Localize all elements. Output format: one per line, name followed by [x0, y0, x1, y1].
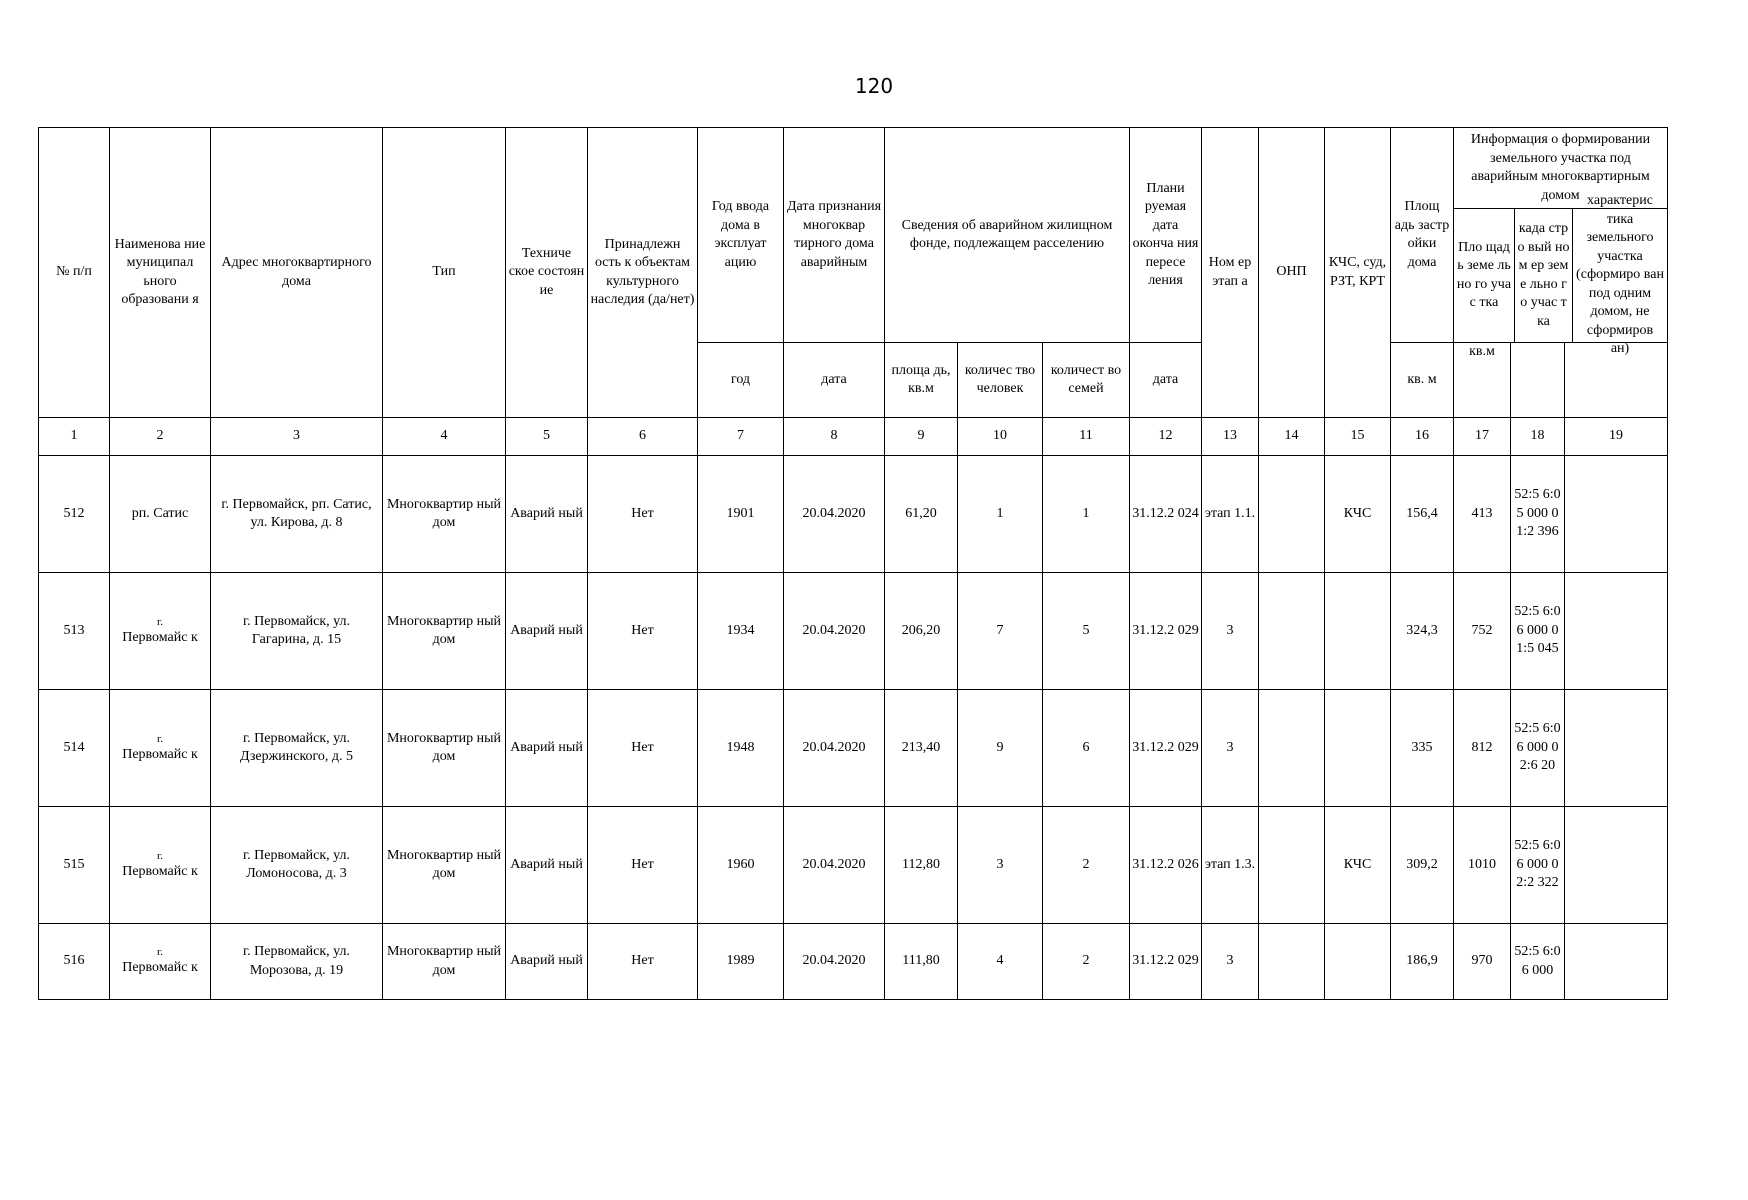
- header-build-area: Площ адь застр ойки дома: [1391, 128, 1454, 343]
- build-area-cell: 309,2: [1391, 807, 1454, 924]
- stage-cell: этап 1.3.: [1202, 807, 1259, 924]
- header-kchs: КЧС, суд, РЗТ, КРТ: [1325, 128, 1391, 418]
- kchs-cell: [1325, 690, 1391, 807]
- stage-cell: этап 1.1.: [1202, 456, 1259, 573]
- municipality-name: Первомайс к: [122, 629, 198, 645]
- recognition-date-cell: 20.04.2020: [784, 690, 885, 807]
- recognition-date-cell: 20.04.2020: [784, 807, 885, 924]
- municipality-prefix: г.: [156, 849, 164, 862]
- row-number-cell: 512: [39, 456, 110, 573]
- plot-characteristic-cell: [1565, 456, 1668, 573]
- header-plot-characteristic: характерис тика земельного участка (сформиро ван под одним домом, не сформиров ан): [1576, 193, 1664, 357]
- cadastral-number-cell: 52:5 6:06 000 02:2 322: [1511, 807, 1565, 924]
- address-cell: г. Первомайск, ул. Морозова, д. 19: [211, 924, 383, 1000]
- header-unit-date: дата: [784, 343, 885, 418]
- col-num: 2: [110, 418, 211, 456]
- kchs-cell: [1325, 924, 1391, 1000]
- municipality-cell: [110, 807, 211, 924]
- cadastral-number-cell: 52:5 6:06 000 02:6 20: [1511, 690, 1565, 807]
- header-index: № п/п: [39, 128, 110, 418]
- family-count-cell: 2: [1043, 924, 1130, 1000]
- col-num: 7: [698, 418, 784, 456]
- people-count-cell: 3: [958, 807, 1043, 924]
- table-row: [39, 690, 1668, 807]
- onp-cell: [1259, 690, 1325, 807]
- col-num: 18: [1511, 418, 1565, 456]
- municipality-cell: [110, 573, 211, 690]
- commission-year-cell: 1934: [698, 573, 784, 690]
- municipality-prefix: г.: [156, 946, 164, 959]
- header-land-plot-title: Информация о формировании земельного участка под аварийным многоквартирным домом: [1454, 128, 1667, 209]
- row-number-cell: 514: [39, 690, 110, 807]
- col-num: 9: [885, 418, 958, 456]
- plot-area-cell: 752: [1454, 573, 1511, 690]
- page-number: 120: [854, 74, 894, 98]
- col-num: 1: [39, 418, 110, 456]
- build-area-cell: 335: [1391, 690, 1454, 807]
- col-num: 13: [1202, 418, 1259, 456]
- col-num: 11: [1043, 418, 1130, 456]
- plot-characteristic-cell: [1565, 807, 1668, 924]
- col-num: 17: [1454, 418, 1511, 456]
- col-num: 8: [784, 418, 885, 456]
- col-num: 6: [588, 418, 698, 456]
- header-planned-date: Плани руемая дата оконча ния пересе ления: [1130, 128, 1202, 343]
- planned-date-cell: 31.12.2 029: [1130, 924, 1202, 1000]
- municipality-cell: [110, 924, 211, 1000]
- tech-state-cell: Аварий ный: [506, 807, 588, 924]
- family-count-cell: 2: [1043, 807, 1130, 924]
- people-count-cell: 4: [958, 924, 1043, 1000]
- row-number-cell: 513: [39, 573, 110, 690]
- row-number-cell: 516: [39, 924, 110, 1000]
- header-unit-planned-date: дата: [1130, 343, 1202, 418]
- recognition-date-cell: 20.04.2020: [784, 924, 885, 1000]
- col-num: 5: [506, 418, 588, 456]
- col-num: 16: [1391, 418, 1454, 456]
- heritage-cell: Нет: [588, 456, 698, 573]
- emergency-area-cell: 213,40: [885, 690, 958, 807]
- plot-area-cell: 812: [1454, 690, 1511, 807]
- header-plot-area: Пло щадь земе льно го учас тка: [1454, 209, 1515, 342]
- building-type-cell: Многоквартир ный дом: [383, 690, 506, 807]
- cadastral-number-cell: 52:5 6:05 000 01:2 396: [1511, 456, 1565, 573]
- plot-area-cell: 1010: [1454, 807, 1511, 924]
- col-num: 12: [1130, 418, 1202, 456]
- col-num: 10: [958, 418, 1043, 456]
- plot-characteristic-cell: [1565, 924, 1668, 1000]
- table-row: [39, 807, 1668, 924]
- people-count-cell: 9: [958, 690, 1043, 807]
- emergency-housing-table: [38, 127, 1668, 1000]
- building-type-cell: Многоквартир ный дом: [383, 456, 506, 573]
- col-num: 19: [1565, 418, 1668, 456]
- commission-year-cell: 1948: [698, 690, 784, 807]
- emergency-area-cell: 206,20: [885, 573, 958, 690]
- header-heritage: Принадлежн ость к объектам культурного наследия (да/нет): [588, 128, 698, 418]
- stage-cell: 3: [1202, 924, 1259, 1000]
- onp-cell: [1259, 456, 1325, 573]
- build-area-cell: 324,3: [1391, 573, 1454, 690]
- header-unit-area: площа дь, кв.м: [885, 343, 958, 418]
- col-num: 14: [1259, 418, 1325, 456]
- header-unit-plot-sqm: кв.м: [1454, 343, 1511, 417]
- plot-characteristic-cell: [1565, 573, 1668, 690]
- header-stage: Ном ер этап а: [1202, 128, 1259, 418]
- municipality-cell: [110, 456, 211, 573]
- municipality-name: рп. Сатис: [131, 505, 189, 521]
- planned-date-cell: 31.12.2 029: [1130, 573, 1202, 690]
- header-emergency-info: Сведения об аварийном жилищном фонде, подлежащем расселению: [885, 128, 1130, 343]
- header-year: Год ввода дома в эксплуат ацию: [698, 128, 784, 343]
- header-recognition-date: Дата признания многоквар тирного дома аварийным: [784, 128, 885, 343]
- column-number-row: [39, 418, 1668, 456]
- people-count-cell: 1: [958, 456, 1043, 573]
- header-municipality: Наименова ние муниципал ьного образовани я: [110, 128, 211, 418]
- col-num: 3: [211, 418, 383, 456]
- building-type-cell: Многоквартир ный дом: [383, 573, 506, 690]
- onp-cell: [1259, 573, 1325, 690]
- address-cell: г. Первомайск, ул. Ломоносова, д. 3: [211, 807, 383, 924]
- cadastral-number-cell: 52:5 6:06 000: [1511, 924, 1565, 1000]
- header-unit-families: количест во семей: [1043, 343, 1130, 418]
- address-cell: г. Первомайск, ул. Дзержинского, д. 5: [211, 690, 383, 807]
- commission-year-cell: 1960: [698, 807, 784, 924]
- header-onp: ОНП: [1259, 128, 1325, 418]
- family-count-cell: 5: [1043, 573, 1130, 690]
- header-address: Адрес многоквартирного дома: [211, 128, 383, 418]
- planned-date-cell: 31.12.2 029: [1130, 690, 1202, 807]
- onp-cell: [1259, 924, 1325, 1000]
- family-count-cell: 1: [1043, 456, 1130, 573]
- recognition-date-cell: 20.04.2020: [784, 573, 885, 690]
- municipality-prefix: г.: [156, 615, 164, 628]
- cadastral-number-cell: 52:5 6:06 000 01:5 045: [1511, 573, 1565, 690]
- kchs-cell: КЧС: [1325, 456, 1391, 573]
- plot-area-cell: 413: [1454, 456, 1511, 573]
- municipality-name: Первомайс к: [122, 746, 198, 762]
- header-type: Тип: [383, 128, 506, 418]
- plot-characteristic-cell: [1565, 690, 1668, 807]
- heritage-cell: Нет: [588, 924, 698, 1000]
- address-cell: г. Первомайск, ул. Гагарина, д. 15: [211, 573, 383, 690]
- header-unit-sqm: кв. м: [1391, 343, 1454, 418]
- building-type-cell: Многоквартир ный дом: [383, 807, 506, 924]
- heritage-cell: Нет: [588, 690, 698, 807]
- col-num: 15: [1325, 418, 1391, 456]
- header-unit-year: год: [698, 343, 784, 418]
- planned-date-cell: 31.12.2 024: [1130, 456, 1202, 573]
- build-area-cell: 156,4: [1391, 456, 1454, 573]
- tech-state-cell: Аварий ный: [506, 690, 588, 807]
- table-row: [39, 456, 1668, 573]
- people-count-cell: 7: [958, 573, 1043, 690]
- plot-area-cell: 970: [1454, 924, 1511, 1000]
- emergency-area-cell: 61,20: [885, 456, 958, 573]
- col-num: 4: [383, 418, 506, 456]
- family-count-cell: 6: [1043, 690, 1130, 807]
- commission-year-cell: 1901: [698, 456, 784, 573]
- tech-state-cell: Аварий ный: [506, 456, 588, 573]
- header-unit-people: количес тво человек: [958, 343, 1043, 418]
- kchs-cell: [1325, 573, 1391, 690]
- tech-state-cell: Аварий ный: [506, 573, 588, 690]
- data-rows: [39, 456, 1668, 1000]
- table-row: [39, 924, 1668, 1000]
- kchs-cell: КЧС: [1325, 807, 1391, 924]
- recognition-date-cell: 20.04.2020: [784, 456, 885, 573]
- stage-cell: 3: [1202, 573, 1259, 690]
- header-row-main: [39, 128, 1668, 343]
- table-row: [39, 573, 1668, 690]
- municipality-name: Первомайс к: [122, 863, 198, 879]
- onp-cell: [1259, 807, 1325, 924]
- municipality-cell: [110, 690, 211, 807]
- header-tech-state: Техниче ское состоян ие: [506, 128, 588, 418]
- build-area-cell: 186,9: [1391, 924, 1454, 1000]
- row-number-cell: 515: [39, 807, 110, 924]
- tech-state-cell: Аварий ный: [506, 924, 588, 1000]
- planned-date-cell: 31.12.2 026: [1130, 807, 1202, 924]
- stage-cell: 3: [1202, 690, 1259, 807]
- heritage-cell: Нет: [588, 807, 698, 924]
- building-type-cell: Многоквартир ный дом: [383, 924, 506, 1000]
- municipality-prefix: г.: [156, 732, 164, 745]
- header-cadastral-number: када стро вый ном ер земе льно го учас тка: [1515, 209, 1573, 342]
- municipality-name: Первомайс к: [122, 960, 198, 976]
- emergency-area-cell: 111,80: [885, 924, 958, 1000]
- address-cell: г. Первомайск, рп. Сатис, ул. Кирова, д. 8: [211, 456, 383, 573]
- emergency-area-cell: 112,80: [885, 807, 958, 924]
- commission-year-cell: 1989: [698, 924, 784, 1000]
- heritage-cell: Нет: [588, 573, 698, 690]
